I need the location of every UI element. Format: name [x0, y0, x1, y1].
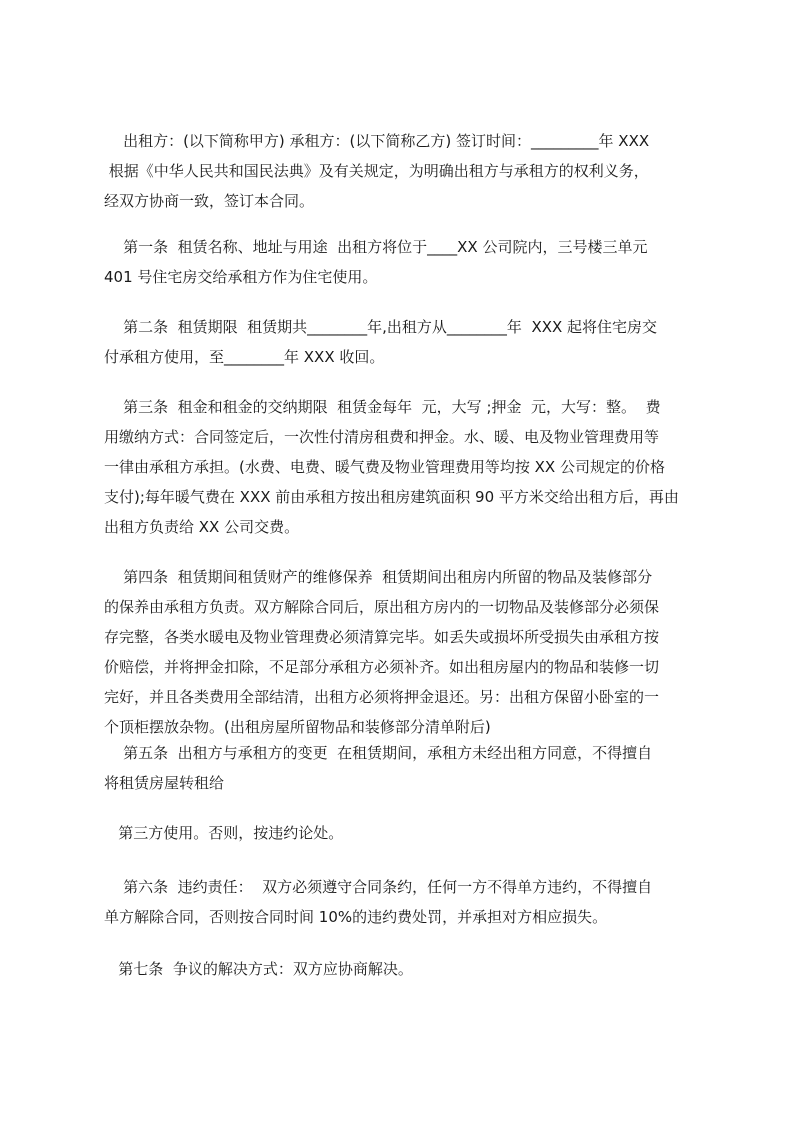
text-line: 存完整，各类水暖电及物业管理费必须清算完毕。如丢失或损坏所受损失由承租方按: [104, 628, 660, 646]
text-line: 第七条 争议的解决方式：双方应协商解决。: [104, 960, 413, 978]
article-4: [104, 562, 659, 742]
text-line: 第三条 租金和租金的交纳期限 租赁金每年 元，大写 ;押金 元，大写：整。 费: [104, 398, 661, 416]
article-5-continued: [104, 818, 343, 848]
text-line: 付承租方使用，至________年 XXX 收回。: [104, 348, 385, 366]
text-line: 第五条 出租方与承租方的变更 在租赁期间，承租方未经出租方同意，不得擅自: [104, 744, 653, 762]
text-line: 个顶柜摆放杂物。(出租房屋所留物品和装修部分清单附后): [104, 718, 491, 736]
text-line: 将租赁房屋转租给: [104, 774, 225, 792]
text-line: 第一条 租赁名称、地址与用途 出租方将位于____XX 公司院内，三号楼三单元: [104, 238, 648, 256]
paragraph-intro: [104, 126, 649, 216]
text-line: 401 号住宅房交给承租方作为住宅使用。: [104, 268, 378, 286]
article-1: [104, 232, 647, 292]
text-line: 根据《中华人民共和国民法典》及有关规定，为明确出租方与承租方的权利义务，: [104, 162, 649, 180]
text-line: 出租方：(以下简称甲方) 承租方：(以下简称乙方) 签订时间：_________年 XXX: [104, 132, 650, 150]
article-6: [104, 872, 652, 932]
text-line: 单方解除合同，否则按合同时间 10%的违约费处罚，并承担对方相应损失。: [104, 908, 608, 926]
text-line: 出租方负责给 XX 公司交费。: [104, 518, 300, 536]
text-line: 价赔偿，并将押金扣除，不足部分承租方必须补齐。如出租房屋内的物品和装修一切: [104, 658, 660, 676]
article-5: [104, 738, 652, 798]
text-line: 完好，并且各类费用全部结清，出租方必须将押金退还。另：出租方保留小卧室的一: [104, 688, 660, 706]
article-2: [104, 312, 657, 372]
text-line: 第二条 租赁期限 租赁期共________年,出租方从________年 XXX 起将住宅房交: [104, 318, 658, 336]
text-line: 第四条 租赁期间租赁财产的维修保养 租赁期间出租房内所留的物品及装修部分: [104, 568, 653, 586]
text-line: 用缴纳方式：合同签定后，一次性付清房租费和押金。水、暖、电及物业管理费用等: [104, 428, 660, 446]
text-line: 支付);每年暖气费在 XXX 前由承租方按出租房建筑面积 90 平方米交给出租方后，再由: [104, 488, 679, 506]
text-line: 的保养由承租方负责。双方解除合同后，原出租方房内的一切物品及装修部分必须保: [104, 598, 660, 616]
text-line: 第三方使用。否则，按违约论处。: [104, 824, 344, 842]
text-line: 第六条 违约责任： 双方必须遵守合同条约，任何一方不得单方违约，不得擅自: [104, 878, 653, 896]
article-7: [104, 954, 413, 984]
text-line: 经双方协商一致，签订本合同。: [104, 192, 315, 210]
text-line: 一律由承租方承担。(水费、电费、暖气费及物业管理费用等均按 XX 公司规定的价格: [104, 458, 665, 476]
article-3: [104, 392, 679, 542]
